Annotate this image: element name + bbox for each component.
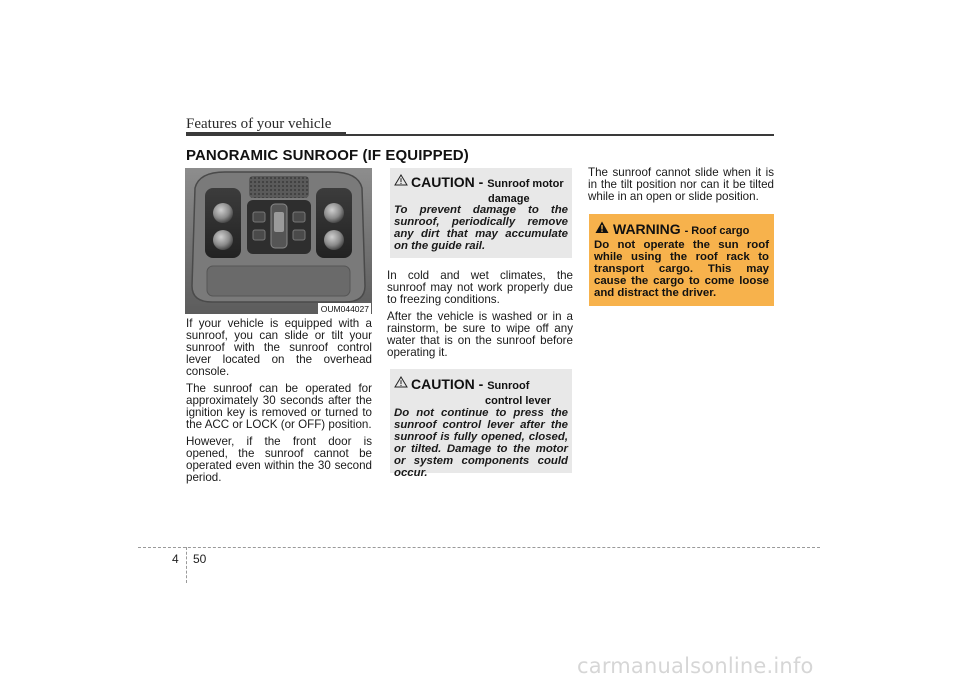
caution-subject: Sunroof xyxy=(487,380,530,392)
caution-subject: Sunroof motor xyxy=(487,178,564,190)
header-title: Features of your vehicle xyxy=(186,116,332,132)
caution-box-motor-damage xyxy=(390,168,572,258)
caution-subject-line2: damage xyxy=(488,193,530,205)
paragraph: In cold and wet climates, the sunroof may not work properly due to freezing conditions. xyxy=(387,269,573,306)
caution-subject-line2: control lever xyxy=(485,395,552,407)
photo-code: OUM044027 xyxy=(318,303,371,314)
caution-body: To prevent damage to the sunroof, periodically remove any dirt that may accumulate on the guide rail. xyxy=(394,204,568,252)
warning-triangle-outline-icon xyxy=(394,174,408,186)
caution-heading xyxy=(411,174,571,190)
caution-label: CAUTION - xyxy=(411,174,484,190)
warning-triangle-outline-icon xyxy=(394,376,408,388)
warning-body: Do not operate the sun roof while using the roof rack to transport cargo. This may cause the cargo to come loose and distract the driver. xyxy=(594,239,769,299)
middle-column xyxy=(387,270,573,364)
watermark: carmanualsonline.info xyxy=(577,654,814,678)
warning-box-roof-cargo xyxy=(589,214,774,306)
paragraph: The sunroof can be operated for approximately 30 seconds after the ignition key is removed or turned to the ACC or LOCK (or OFF) position. xyxy=(186,382,372,431)
overhead-console-photo xyxy=(185,168,372,314)
chapter-number: 4 xyxy=(172,552,179,566)
right-column xyxy=(588,167,774,208)
caution-box-control-lever xyxy=(390,369,572,479)
page-number: 50 xyxy=(193,552,207,566)
warning-triangle-filled-icon xyxy=(595,221,609,234)
paragraph: If your vehicle is equipped with a sunroof, you can slide or tilt your sunroof with the sunroof control lever located on the overhead console. xyxy=(186,317,372,378)
footer-divider xyxy=(186,547,187,583)
section-title: PANORAMIC SUNROOF (IF EQUIPPED) xyxy=(186,147,469,164)
footer-rule xyxy=(138,547,820,548)
overhead-console-illustration xyxy=(185,168,372,314)
warning-heading xyxy=(613,221,773,237)
caution-label: CAUTION - xyxy=(411,376,484,392)
warning-subject: - Roof cargo xyxy=(684,225,750,237)
header-rule-thin xyxy=(346,134,774,136)
left-column xyxy=(186,318,372,489)
paragraph: After the vehicle is washed or in a rainstorm, be sure to wipe off any water that is on the sunroof before operating it. xyxy=(387,310,573,359)
paragraph: The sunroof cannot slide when it is in the tilt position nor can it be tilted while in an open or slide position. xyxy=(588,166,774,203)
caution-heading xyxy=(411,376,571,392)
paragraph: However, if the front door is opened, the sunroof cannot be operated even within the 30 second period. xyxy=(186,435,372,484)
warning-label: WARNING xyxy=(613,221,681,237)
header-rule-thick xyxy=(186,132,346,136)
caution-body: Do not continue to press the sunroof control lever after the sunroof is fully opened, closed, or tilted. Damage to the motor or system components could occur. xyxy=(394,407,568,479)
